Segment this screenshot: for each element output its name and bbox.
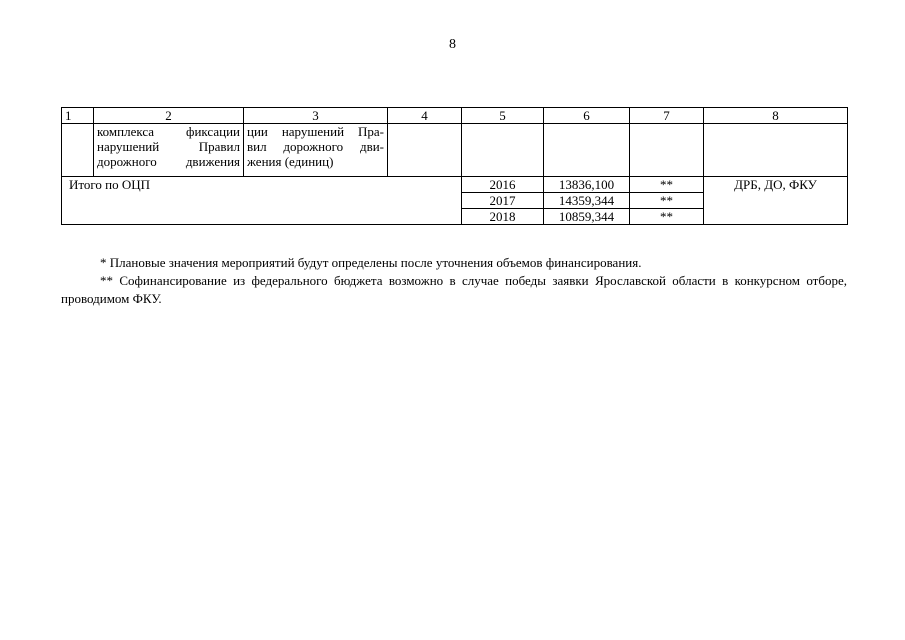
cell-line: ции нарушений Пра- [247,124,384,139]
header-cell: 1 [62,108,94,124]
amount-cell: 14359,344 [544,193,630,209]
cell-line: вил дорожного дви- [247,139,384,154]
page-number: 8 [449,37,456,52]
cell-line: нарушений Правил [97,139,240,154]
measure-text-cell [94,124,244,177]
table-cell [704,124,848,177]
amount-cell: 13836,100 [544,177,630,193]
header-cell: 2 [94,108,244,124]
table-cell [62,124,94,177]
cell-line: жения (единиц) [247,154,334,169]
executor-cell: ДРБ, ДО, ФКУ [704,177,848,225]
year-cell: 2016 [462,177,544,193]
mark-cell: ** [630,177,704,193]
amount-cell: 10859,344 [544,209,630,225]
total-label: Итого по ОЦП [62,177,462,225]
table-cell [544,124,630,177]
indicator-text-cell [244,124,388,177]
footnotes [61,254,847,308]
footnote-cofinancing: ** Софинансирование из федерального бюджета возможно в случае победы заявки Ярославской области в конкурсном отборе, проводимом ФКУ. [61,273,847,306]
header-cell: 8 [704,108,848,124]
table-cell [630,124,704,177]
table-row [62,124,848,177]
table-cell [388,124,462,177]
table-cell [462,124,544,177]
year-cell: 2018 [462,209,544,225]
footnote-planned-values: * Плановые значения мероприятий будут определены после уточнения объемов финансирования. [100,255,642,270]
mark-cell: ** [630,209,704,225]
year-cell: 2017 [462,193,544,209]
header-cell: 6 [544,108,630,124]
cell-line: комплекса фиксации [97,124,240,139]
header-cell: 4 [388,108,462,124]
header-row [62,108,848,124]
header-cell: 3 [244,108,388,124]
header-cell: 7 [630,108,704,124]
total-row [62,177,848,193]
header-cell: 5 [462,108,544,124]
cell-line: дорожного движения [97,154,240,169]
mark-cell: ** [630,193,704,209]
program-table [61,107,848,225]
